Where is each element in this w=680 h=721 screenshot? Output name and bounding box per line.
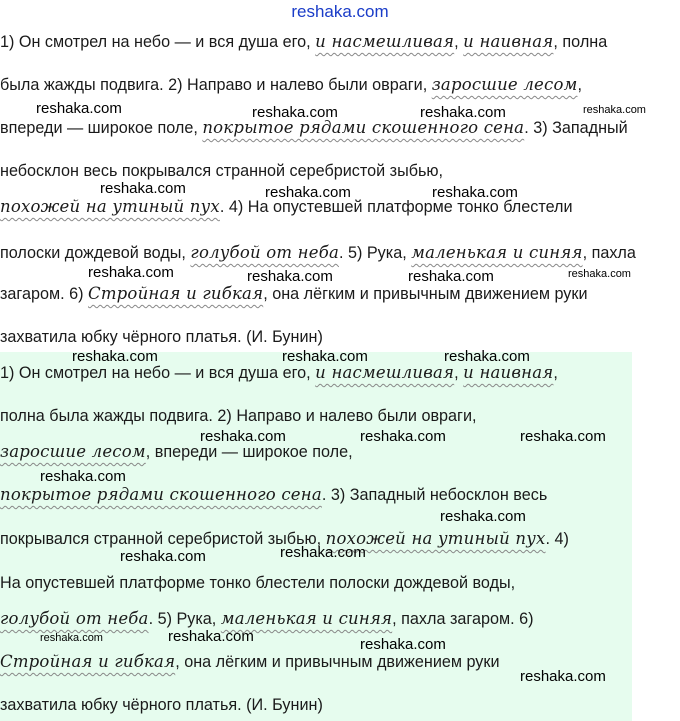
underlined-phrase: покрытое рядами скошенного сена xyxy=(0,485,322,504)
watermark: reshaka.com xyxy=(520,428,606,445)
text-segment: , пахла загаром. 6) xyxy=(392,610,534,628)
text-segment: , впереди — широкое поле, xyxy=(145,443,353,461)
text-segment: . 4) xyxy=(545,530,569,548)
underlined-phrase: похожей на утиный пух xyxy=(0,197,220,216)
text-segment: захватила юбку чёрного платья. (И. Бунин) xyxy=(0,696,323,714)
text-segment: захватила юбку чёрного платья. (И. Бунин) xyxy=(0,328,323,346)
underlined-phrase: маленькая и синяя xyxy=(220,609,393,628)
watermark: reshaka.com xyxy=(72,348,158,365)
text-segment: загаром. 6) xyxy=(0,285,88,303)
text-segment: , она лёгким и привычным движением руки xyxy=(175,653,500,671)
underlined-phrase: Стройная и гибкая xyxy=(88,284,264,303)
watermark: reshaka.com xyxy=(360,636,446,653)
watermark: reshaka.com xyxy=(200,428,286,445)
answer-line xyxy=(0,442,353,462)
watermark: reshaka.com xyxy=(280,544,366,561)
watermark: reshaka.com xyxy=(360,428,446,445)
text-segment: , xyxy=(577,76,582,94)
text-segment: 1) Он смотрел на небо — и вся душа его, xyxy=(0,364,316,382)
watermark: reshaka.com xyxy=(440,508,526,525)
underlined-phrase: и наивная xyxy=(463,363,554,382)
underlined-phrase: и насмешливая xyxy=(315,32,455,51)
watermark: reshaka.com xyxy=(568,268,631,280)
underlined-phrase: голубой от неба xyxy=(190,243,339,262)
text-segment: . 3) Западный небосклон весь xyxy=(321,486,548,504)
text-segment: , пахла xyxy=(582,244,636,262)
text-segment: На опустевшей платформе тонко блестели полоски дождевой воды, xyxy=(0,574,516,592)
watermark: reshaka.com xyxy=(432,184,518,201)
watermark: reshaka.com xyxy=(520,668,606,685)
watermark: reshaka.com xyxy=(100,180,186,197)
watermark: reshaka.com xyxy=(408,268,494,285)
text-segment: , xyxy=(454,33,464,51)
watermark: reshaka.com xyxy=(88,264,174,281)
watermark: reshaka.com xyxy=(40,632,103,644)
text-segment: полна была жажды подвига. 2) Направо и налево были овраги, xyxy=(0,407,477,425)
exercise-line xyxy=(0,327,323,347)
answer-line xyxy=(0,695,323,715)
text-segment: , xyxy=(454,364,464,382)
watermark: reshaka.com xyxy=(40,468,126,485)
answer-line xyxy=(0,609,533,629)
text-segment: была жажды подвига. 2) Направо и налево были овраги, xyxy=(0,76,432,94)
underlined-phrase: голубой от неба xyxy=(0,609,149,628)
watermark: reshaka.com xyxy=(168,628,254,645)
watermark: reshaka.com xyxy=(120,548,206,565)
underlined-phrase: и наивная xyxy=(463,32,554,51)
underlined-phrase: похожей на утиный пух xyxy=(325,529,546,548)
text-segment: впереди — широкое поле, xyxy=(0,119,203,137)
text-segment: покрывался странной серебристой зыбью, xyxy=(0,530,326,548)
underlined-phrase: и насмешливая xyxy=(315,363,455,382)
watermark: reshaka.com xyxy=(252,104,338,121)
watermark: reshaka.com xyxy=(583,104,646,116)
text-segment: , она лёгким и привычным движением руки xyxy=(263,285,588,303)
text-segment: . 4) На опустевшей платформе тонко блестели xyxy=(219,198,573,216)
exercise-line xyxy=(0,243,636,263)
watermark: reshaka.com xyxy=(247,268,333,285)
exercise-line xyxy=(0,75,582,95)
watermark: reshaka.com xyxy=(444,348,530,365)
underlined-phrase: маленькая и синяя xyxy=(411,243,583,262)
answer-line xyxy=(0,573,515,593)
watermark: reshaka.com xyxy=(265,184,351,201)
underlined-phrase: заросшие лесом xyxy=(0,442,146,461)
text-segment: . 3) Западный xyxy=(524,119,628,137)
answer-line xyxy=(0,406,477,426)
watermark: reshaka.com xyxy=(420,104,506,121)
text-segment: небосклон весь покрывался странной серебристой зыбью, xyxy=(0,162,444,180)
watermark: reshaka.com xyxy=(36,100,122,117)
underlined-phrase: заросшие лесом xyxy=(431,75,578,94)
exercise-line xyxy=(0,32,607,52)
exercise-line xyxy=(0,118,628,138)
underlined-phrase: покрытое рядами скошенного сена xyxy=(202,118,525,137)
text-segment: , xyxy=(553,364,558,382)
underlined-phrase: Стройная и гибкая xyxy=(0,652,176,671)
text-segment: . 5) Рука, xyxy=(148,610,221,628)
text-segment: 1) Он смотрел на небо — и вся душа его, xyxy=(0,33,316,51)
watermark: reshaka.com xyxy=(282,348,368,365)
answer-line xyxy=(0,363,558,383)
text-segment: , полна xyxy=(553,33,608,51)
answer-line xyxy=(0,485,547,505)
answer-line xyxy=(0,652,500,672)
site-title[interactable]: reshaka.com xyxy=(291,2,389,21)
exercise-line xyxy=(0,284,588,304)
text-segment: . 5) Рука, xyxy=(339,244,412,262)
exercise-line xyxy=(0,161,443,181)
text-segment: полоски дождевой воды, xyxy=(0,244,191,262)
